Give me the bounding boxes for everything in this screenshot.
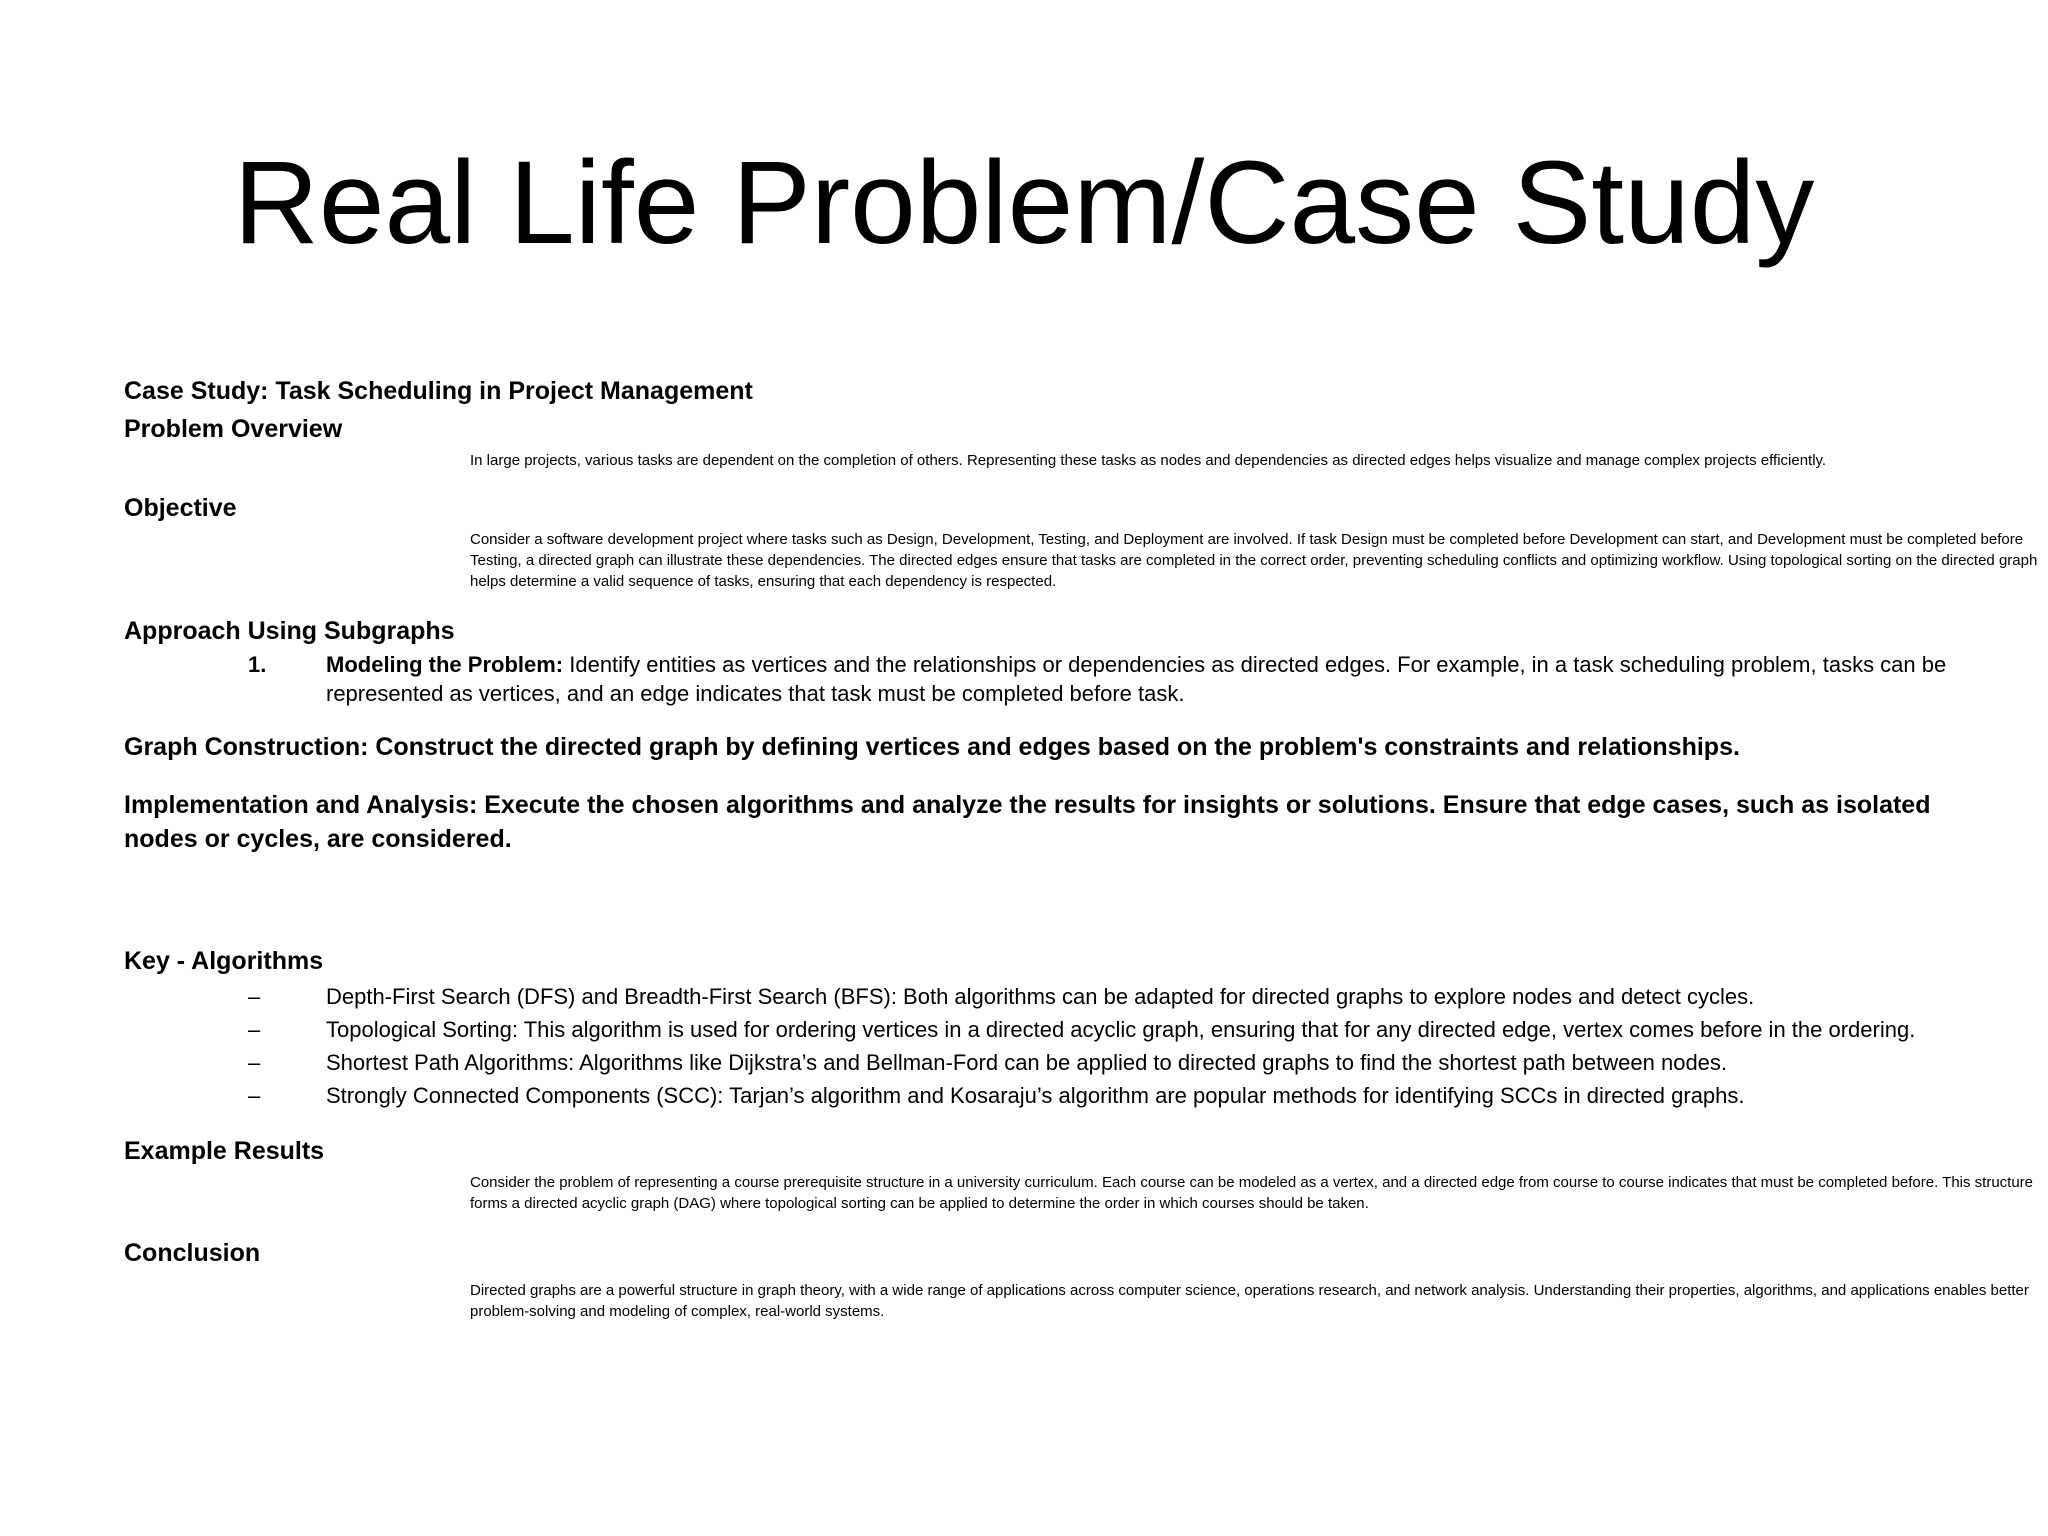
list-item xyxy=(248,980,1954,1013)
problem-overview-heading: Problem Overview xyxy=(124,415,343,443)
item-lead: Modeling the Problem: xyxy=(326,652,564,677)
objective-text: Consider a software development project where tasks such as Design, Development, Testing, and Deployment are involved. If task Design must be completed before Development can start, and Development must be completed before Testing, a directed graph can illustrate these dependencies. The directed edges ensure that tasks are completed in the correct order, preventing scheduling conflicts and optimizing workflow. Using topological sorting on the directed graph helps determine a valid sequence of tasks, ensuring that each dependency is respected. xyxy=(470,531,2038,590)
problem-overview-text: In large projects, various tasks are dependent on the completion of others. Representing these tasks as nodes and dependencies as directed edges helps visualize and manage complex projects efficiently. xyxy=(470,452,1827,469)
item-text: Identify entities as vertices and the relationships or dependencies as directed edges. For example, in a task scheduling problem, tasks can be represented as vertices, and an edge indicates that task must be completed before task. xyxy=(326,652,1947,706)
conclusion-text: Directed graphs are a powerful structure in graph theory, with a wide range of applications across computer science, operations research, and network analysis. Understanding their properties, algorithms, and applications enables better problem-solving and modeling of complex, real-world systems. xyxy=(470,1282,2029,1320)
list-item-text: Shortest Path Algorithms: Algorithms like Dijkstra’s and Bellman-Ford can be applied to directed graphs to find the shortest path between nodes. xyxy=(326,1050,1728,1075)
slide-content xyxy=(124,372,2038,1322)
key-algorithms-list xyxy=(124,980,1954,1112)
list-item xyxy=(248,1013,1954,1046)
approach-heading: Approach Using Subgraphs xyxy=(124,617,455,645)
list-item-text: Depth-First Search (DFS) and Breadth-First Search (BFS): Both algorithms can be adapted for directed graphs to explore nodes and detect cycles. xyxy=(326,984,1755,1009)
objective-heading: Objective xyxy=(124,494,237,522)
list-item xyxy=(248,1046,1954,1079)
graph-construction-text: Graph Construction: Construct the directed graph by defining vertices and edges based on the problem's constraints and relationships. xyxy=(124,733,1740,761)
dash-bullet: – xyxy=(248,1017,261,1042)
slide-title: Real Life Problem/Case Study xyxy=(233,137,1815,269)
dash-bullet: – xyxy=(248,1083,261,1108)
key-algorithms-heading: Key - Algorithms xyxy=(124,947,324,975)
approach-numbered-item xyxy=(248,650,1976,708)
item-number: 1. xyxy=(248,652,267,677)
dash-bullet: – xyxy=(248,1050,261,1075)
example-results-text: Consider the problem of representing a course prerequisite structure in a university curriculum. Each course can be modeled as a vertex, and a directed edge from course to course indicates that must be completed before. This structure forms a directed acyclic graph (DAG) where topological sorting can be applied to determine the order in which courses should be taken. xyxy=(470,1174,2034,1212)
list-item xyxy=(248,1079,1954,1112)
example-results-heading: Example Results xyxy=(124,1137,325,1165)
list-item-text: Strongly Connected Components (SCC): Tarjan’s algorithm and Kosaraju’s algorithm are popular methods for identifying SCCs in directed graphs. xyxy=(326,1083,1745,1108)
case-study-heading: Case Study: Task Scheduling in Project Management xyxy=(124,377,753,405)
list-item-text: Topological Sorting: This algorithm is used for ordering vertices in a directed acyclic graph, ensuring that for any directed edge, vertex comes before in the ordering. xyxy=(326,1017,1916,1042)
implementation-text: Implementation and Analysis: Execute the chosen algorithms and analyze the results for insights or solutions. Ensure that edge cases, such as isolated nodes or cycles, are considered. xyxy=(124,791,1931,853)
dash-bullet: – xyxy=(248,984,261,1009)
conclusion-heading: Conclusion xyxy=(124,1239,261,1267)
